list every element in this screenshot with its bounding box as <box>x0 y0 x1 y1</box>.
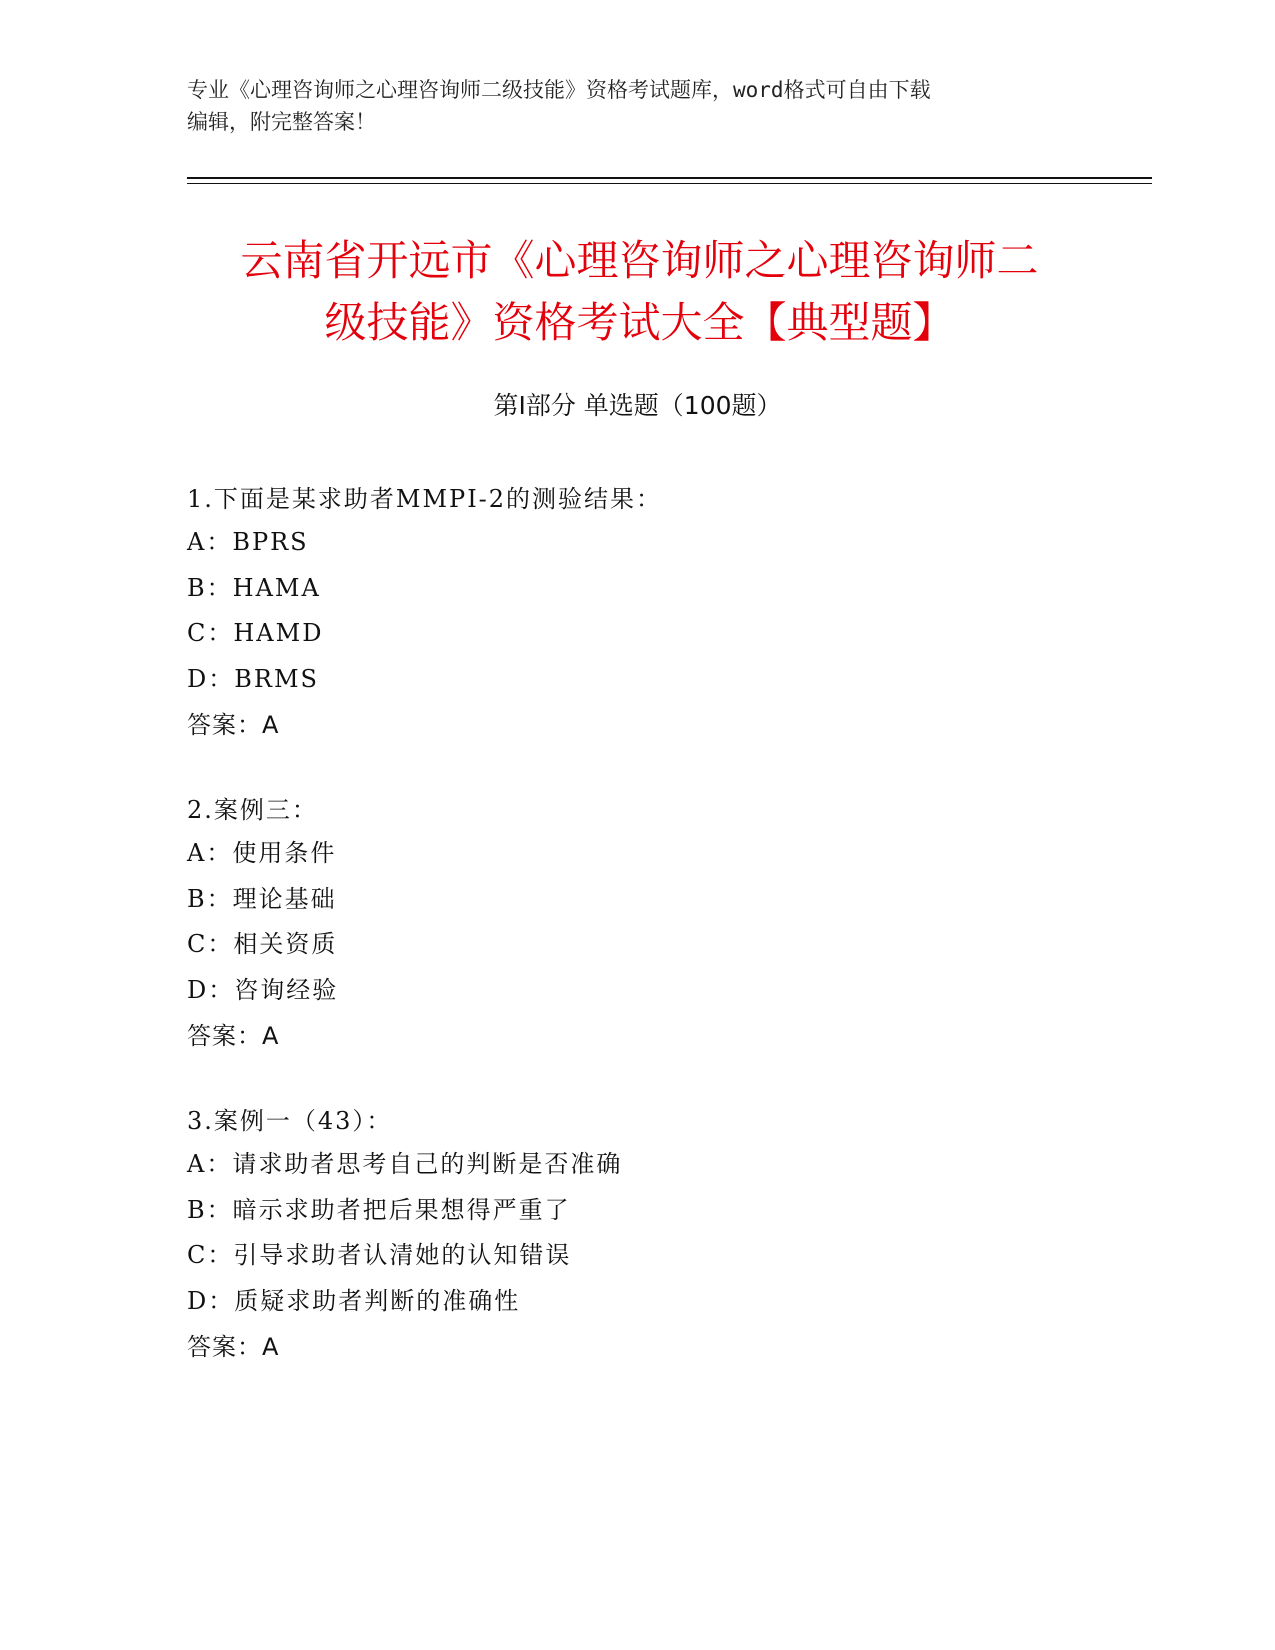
question-stem: 3.案例一（43）： <box>187 1107 393 1135</box>
answer-line: 答案：A <box>187 1333 280 1361</box>
header-note-line-1: 专业《心理咨询师之心理咨询师二级技能》资格考试题库，word格式可自由下载 <box>187 78 931 102</box>
option-a: A：使用条件 <box>187 839 337 867</box>
header-divider-thin <box>187 183 1152 184</box>
question-stem: 1.下面是某求助者MMPI-2的测验结果： <box>187 485 663 513</box>
option-d: D：咨询经验 <box>187 975 339 1004</box>
question-2 <box>187 789 1087 1059</box>
option-b: B：HAMA <box>187 573 321 602</box>
option-b: B：理论基础 <box>187 884 337 913</box>
option-d: D：质疑求助者判断的准确性 <box>187 1286 521 1315</box>
question-stem: 2.案例三： <box>187 796 318 824</box>
document-title-line-2: 级技能》资格考试大全【典型题】 <box>324 298 955 347</box>
option-a: A：请求助者思考自己的判断是否准确 <box>187 1150 623 1178</box>
option-c: C：相关资质 <box>187 930 338 958</box>
answer-line: 答案：A <box>187 1022 280 1050</box>
answer-line: 答案：A <box>187 711 280 739</box>
option-d: D：BRMS <box>187 664 319 693</box>
option-b: B：暗示求助者把后果想得严重了 <box>187 1195 571 1224</box>
option-a: A：BPRS <box>187 528 309 556</box>
question-3 <box>187 1100 1087 1370</box>
section-heading: 第Ⅰ部分 单选题（100题） <box>493 391 782 420</box>
document-title <box>187 230 1092 354</box>
document-title-line-1: 云南省开远市《心理咨询师之心理咨询师二 <box>240 236 1039 285</box>
header-divider-thick <box>187 177 1152 179</box>
header-note-line-2: 编辑，附完整答案！ <box>187 110 376 134</box>
question-1 <box>187 478 1087 748</box>
option-c: C：HAMD <box>187 619 324 647</box>
option-c: C：引导求助者认清她的认知错误 <box>187 1241 572 1269</box>
question-list <box>187 478 1087 1411</box>
header-note <box>187 74 1067 138</box>
